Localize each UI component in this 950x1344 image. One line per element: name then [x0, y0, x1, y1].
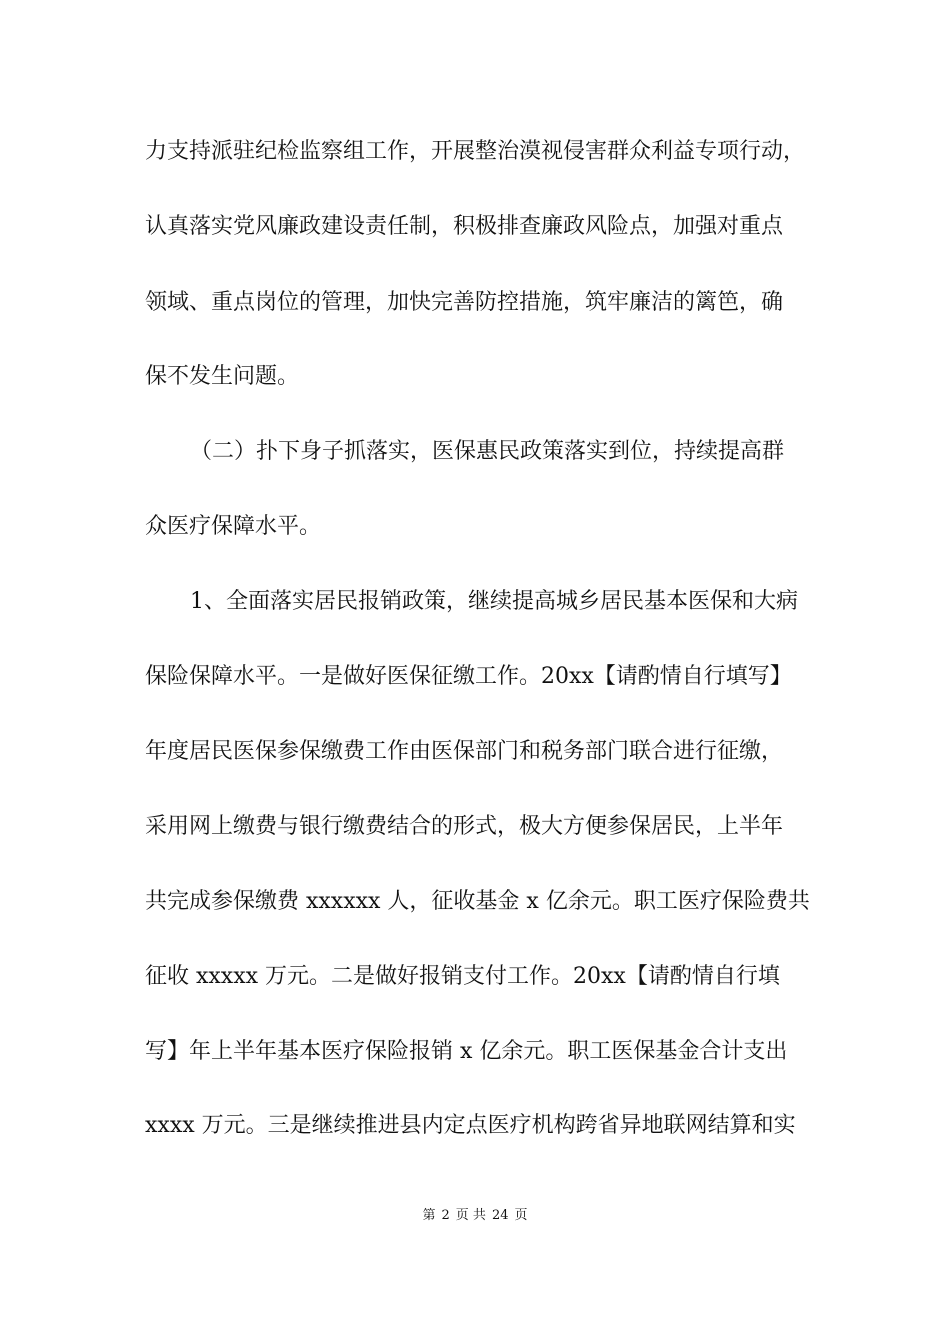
- section-heading-line-1: （二）扑下身子抓落实，医保惠民政策落实到位，持续提高群: [190, 439, 785, 464]
- page-footer: [0, 1207, 950, 1225]
- footer-current-page: 2: [441, 1208, 450, 1223]
- paragraph-line-11: 共完成参保缴费 xxxxxx 人，征收基金 x 亿余元。职工医疗保险费共: [145, 889, 810, 914]
- paragraph-line-12: 征收 xxxxx 万元。二是做好报销支付工作。20xx【请酌情自行填: [145, 964, 780, 989]
- paragraph-line-9: 年度居民医保参保缴费工作由医保部门和税务部门联合进行征缴，: [145, 739, 784, 764]
- section-heading-line-2: 众医疗保障水平。: [145, 514, 322, 539]
- footer-total-pages: 24: [491, 1208, 509, 1223]
- footer-suffix: 页: [514, 1208, 528, 1223]
- paragraph-line-3: 领域、重点岗位的管理，加快完善防控措施，筑牢廉洁的篱笆，确: [145, 290, 784, 315]
- paragraph-line-4: 保不发生问题。: [145, 364, 300, 389]
- paragraph-line-7: 1、全面落实居民报销政策，继续提高城乡居民基本医保和大病: [190, 589, 798, 614]
- paragraph-line-10: 采用网上缴费与银行缴费结合的形式，极大方便参保居民，上半年: [145, 814, 784, 839]
- paragraph-line-1: 力支持派驻纪检监察组工作，开展整治漠视侵害群众利益专项行动，: [145, 139, 806, 164]
- footer-prefix: 第: [422, 1208, 436, 1223]
- paragraph-line-8: 保险保障水平。一是做好医保征缴工作。20xx【请酌情自行填写】: [145, 664, 792, 689]
- paragraph-line-14: xxxx 万元。三是继续推进县内定点医疗机构跨省异地联网结算和实: [145, 1113, 796, 1138]
- paragraph-line-13: 写】年上半年基本医疗保险报销 x 亿余元。职工医保基金合计支出: [145, 1039, 788, 1064]
- footer-middle: 页 共: [455, 1208, 486, 1223]
- paragraph-line-2: 认真落实党风廉政建设责任制，积极排查廉政风险点，加强对重点: [145, 214, 784, 239]
